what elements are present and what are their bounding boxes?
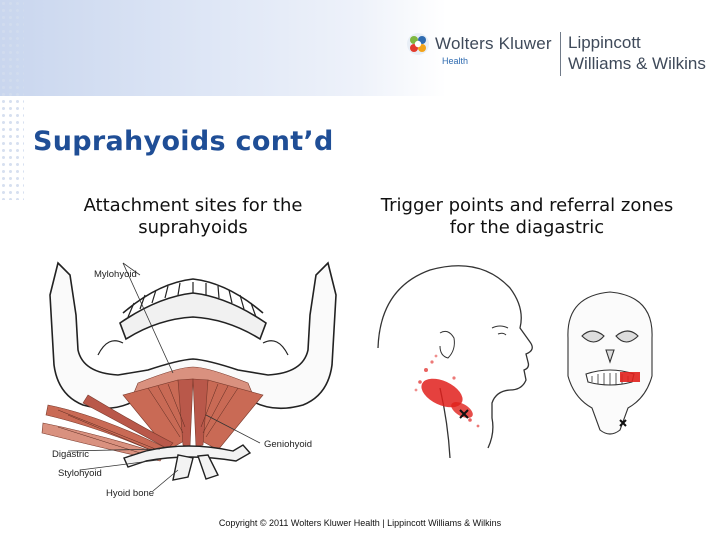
publisher-logo: [406, 30, 716, 80]
mandible-bone: [50, 263, 336, 408]
decorative-dots: [0, 0, 24, 200]
head-profile: [378, 266, 532, 458]
logo-imprint-line2: Williams & Wilkins: [568, 54, 706, 73]
digastric-trigger-point-illustration: [370, 258, 670, 468]
skull-referral-zone: [620, 372, 640, 382]
logo-imprint-line1: Lippincott: [568, 33, 641, 52]
logo-brand: Wolters Kluwer: [435, 34, 552, 53]
logo-division: Health: [442, 56, 469, 66]
label-mylohyoid: Mylohyoid: [94, 269, 137, 280]
referral-zone: [415, 355, 480, 428]
left-figure-caption: Attachment sites for the suprahyoids: [83, 195, 303, 238]
label-geniohyoid: Geniohyoid: [264, 439, 313, 450]
logo-divider: [560, 32, 561, 76]
skull-front-view: [568, 292, 652, 434]
slide-title: Suprahyoids cont’d: [33, 126, 334, 157]
label-digastric: Digastric: [52, 449, 89, 460]
suprahyoid-attachment-illustration: [28, 255, 358, 505]
label-stylohyoid: Stylohyoid: [58, 468, 102, 479]
wolters-kluwer-mark-icon: [406, 32, 430, 56]
right-figure-caption: Trigger points and referral zones for the diagastric: [380, 195, 674, 238]
copyright-footer: Copyright © 2011 Wolters Kluwer Health | Lippincott Williams & Wilkins: [218, 518, 502, 528]
label-hyoid-bone: Hyoid bone: [106, 488, 155, 499]
